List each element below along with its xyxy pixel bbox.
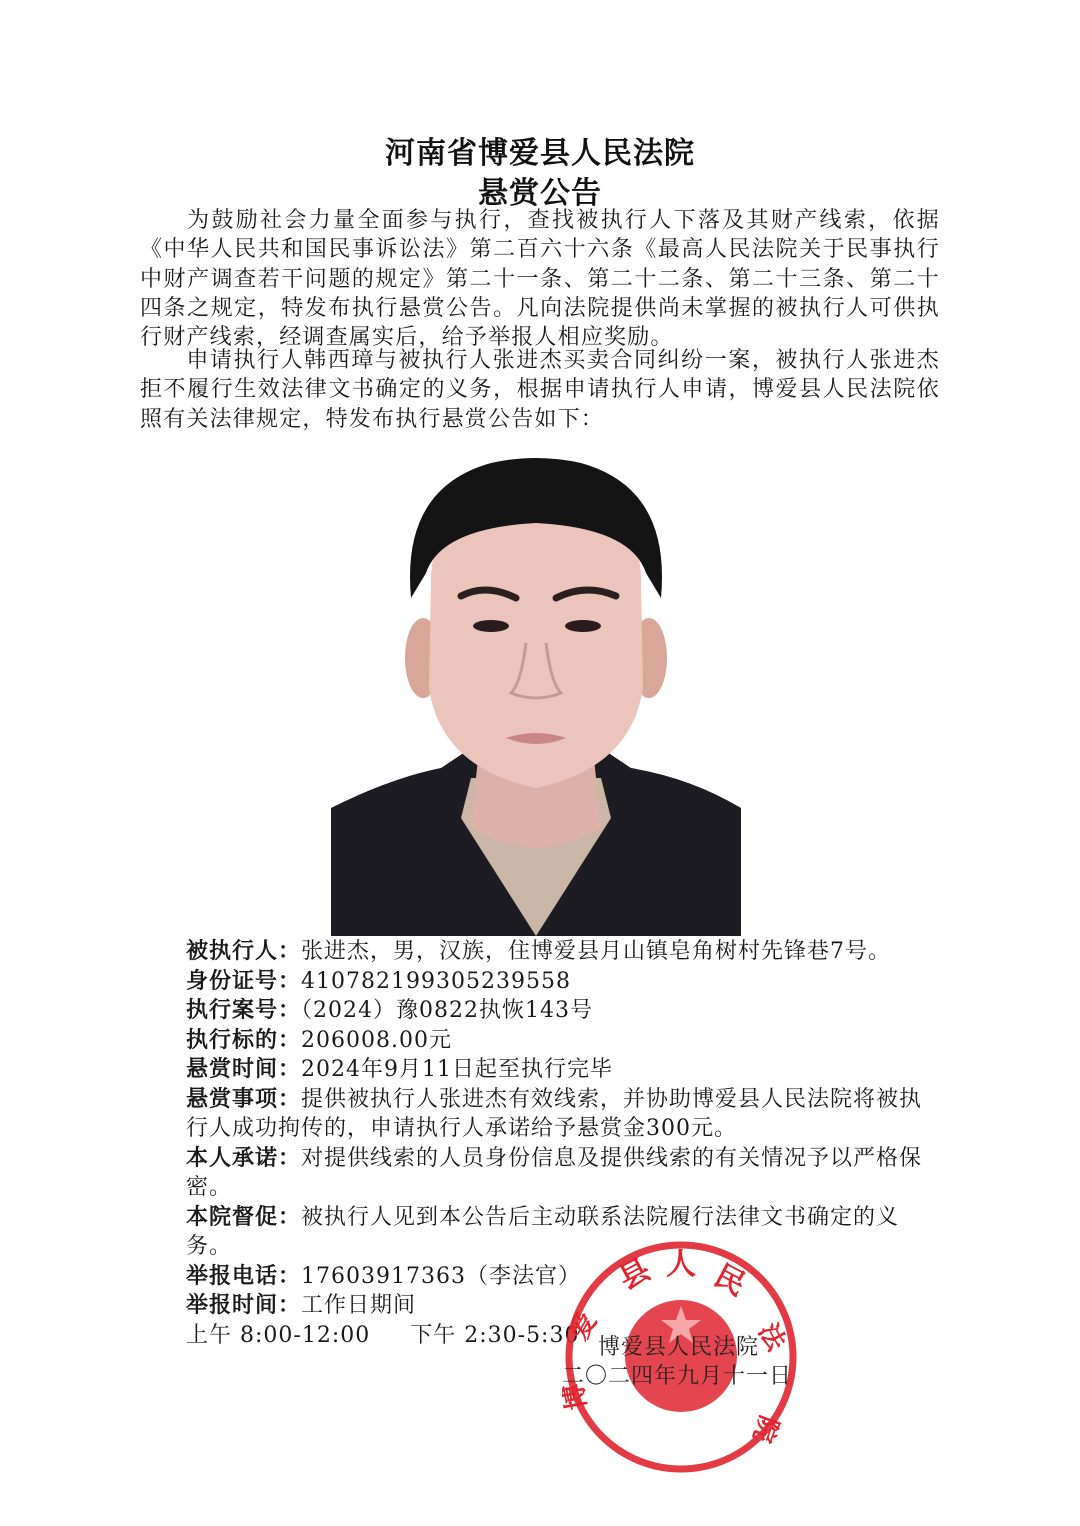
svg-text:法: 法	[751, 1318, 791, 1357]
court-title: 河南省博爱县人民法院	[385, 136, 695, 171]
case-paragraph: 申请执行人韩西璋与被执行人张进杰买卖合同纠纷一案，被执行人张进杰拒不履行生效法律文书确定的义务，根据申请执行人申请，博爱县人民法院依照有关法律规定，特发布执行悬赏公告如下：	[140, 348, 940, 432]
svg-text:县: 县	[613, 1252, 657, 1298]
detail-reward-time: 悬赏时间：2024年9月11日起至执行完毕	[186, 1057, 613, 1082]
detail-defendant: 被执行人：张进杰，男，汉族，住博爱县月山镇皂角树村先锋巷7号。	[186, 939, 892, 964]
svg-text:博: 博	[562, 1381, 593, 1412]
signature-date: 二〇二四年九月十一日	[562, 1364, 793, 1389]
detail-phone: 举报电话：17603917363（李法官）	[186, 1263, 581, 1289]
svg-text:民: 民	[708, 1258, 752, 1304]
svg-text:人: 人	[666, 1247, 696, 1282]
details-list	[140, 937, 940, 1350]
detail-urge: 本院督促：被执行人见到本公告后主动联系法院履行法律文书确定的义务。	[186, 1204, 900, 1259]
defendant-photo	[331, 448, 741, 936]
detail-id-number: 身份证号：410782199305239558	[186, 968, 571, 994]
detail-amount: 执行标的：206008.00元	[186, 1027, 452, 1053]
notice-title: 悬赏公告	[478, 176, 602, 211]
detail-promise: 本人承诺：对提供线索的人员身份信息及提供线索的有关情况予以严格保密。	[186, 1145, 923, 1200]
svg-text:爱: 爱	[564, 1307, 604, 1346]
office-hours: 上午 8:00-12:00 下午 2:30-5:30	[186, 1322, 580, 1348]
signature-court: 博爱县人民法院	[598, 1335, 760, 1360]
detail-report-time: 举报时间：工作日期间	[186, 1293, 417, 1318]
svg-text:院: 院	[746, 1411, 784, 1447]
detail-reward-matter: 悬赏事项：提供被执行人张进杰有效线索，并协助博爱县人民法院将被执行人成功拘传的，申请执行人承诺给予悬赏金300元。	[186, 1086, 923, 1141]
intro-paragraph: 为鼓励社会力量全面参与执行，查找被执行人下落及其财产线索，依据《中华人民共和国民事诉讼法》第二百六十六条《最高人民法院关于民事执行中财产调查若干问题的规定》第二十一条、第二十二条、第二十三条、第二十四条之规定，特发布执行悬赏公告。凡向法院提供尚未掌握的被执行人可供执行财产线索，经调查属实后，给予举报人相应奖励。	[140, 208, 940, 351]
detail-case-number: 执行案号：（2024）豫0822执恢143号	[186, 998, 593, 1023]
